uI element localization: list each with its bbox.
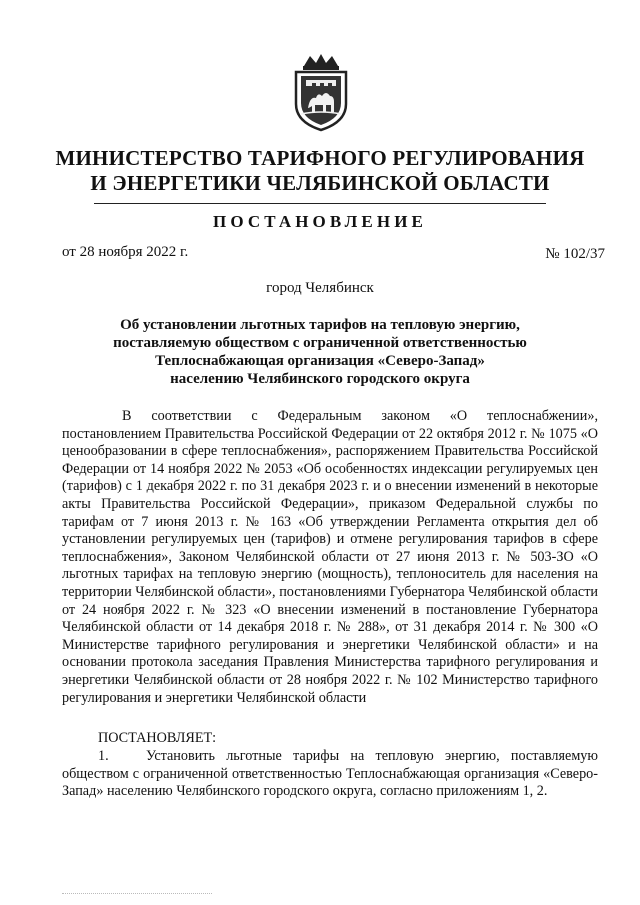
document-date: от 28 ноября 2022 г.	[62, 244, 189, 260]
document-city: город Челябинск	[266, 280, 374, 296]
resolution-item	[62, 748, 598, 801]
document-title-line: поставляемую обществом с ограниченной ответственностью	[113, 335, 527, 351]
document-title-line: Теплоснабжающая организация «Северо-Запад»	[155, 353, 485, 369]
resolve-heading: ПОСТАНОВЛЯЕТ:	[98, 730, 217, 746]
item-text: Установить льготные тарифы на тепловую энергию, поставляемую обществом с ограниченной ответственностью Теплоснабжающая организация «Северо-Запад» населению Челябинского городского округа, согласно приложениям 1, 2.	[62, 748, 598, 800]
header-divider	[94, 203, 546, 204]
preamble-paragraph: В соответствии с Федеральным законом «О теплоснабжении», постановлением Правительства Российской Федерации от 22 октября 2012 г. № 1075 «О ценообразовании в сфере теплоснабжения», распоряжением Правительства Российской Федерации от 14 ноября 2022 № 2053 «Об особенностях индексации регулируемых цен (тарифов) с 1 декабря 2022 г. по 31 декабря 2023 г. и о внесении изменений в некоторые акты Правительства Российской Федерации», приказом Федеральной службы по тарифам от 7 июня 2013 г. № 163 «Об утверждении Регламента открытия дел об установлении регулируемых цен (тарифов) и отмене регулирования тарифов в сфере теплоснабжения», Законом Челябинской области от 27 июня 2013 г. № 503-ЗО «О льготных тарифах на тепловую энергию (мощность), теплоноситель для населения на территории Челябинской области», постановлениями Губернатора Челябинской области от 24 ноября 2022 г. № 323 «О внесении изменений в постановление Губернатора Челябинской области от 14 декабря 2018 г. № 288», от 31 декабря 2014 г. № 300 «О Министерстве тарифного регулирования и энергетики Челябинской области» и на основании протокола заседания Правления Министерства тарифного регулирования и энергетики Челябинской области от 28 ноября 2022 г. № 102 Министерство тарифного регулирования и энергетики Челябинской области	[62, 408, 598, 706]
document-title-line: населению Челябинского городского округа	[170, 371, 470, 387]
item-number: 1.	[98, 748, 109, 764]
document-title-line: Об установлении льготных тарифов на тепловую энергию,	[120, 317, 520, 333]
document-number: № 102/37	[545, 246, 605, 262]
footer-scan-line	[62, 893, 212, 894]
coat-of-arms-emblem	[286, 52, 356, 132]
document-type: ПОСТАНОВЛЕНИЕ	[213, 212, 427, 231]
ministry-name-line2: И ЭНЕРГЕТИКИ ЧЕЛЯБИНСКОЙ ОБЛАСТИ	[90, 171, 550, 195]
ministry-name-line1: МИНИСТЕРСТВО ТАРИФНОГО РЕГУЛИРОВАНИЯ	[55, 146, 585, 170]
